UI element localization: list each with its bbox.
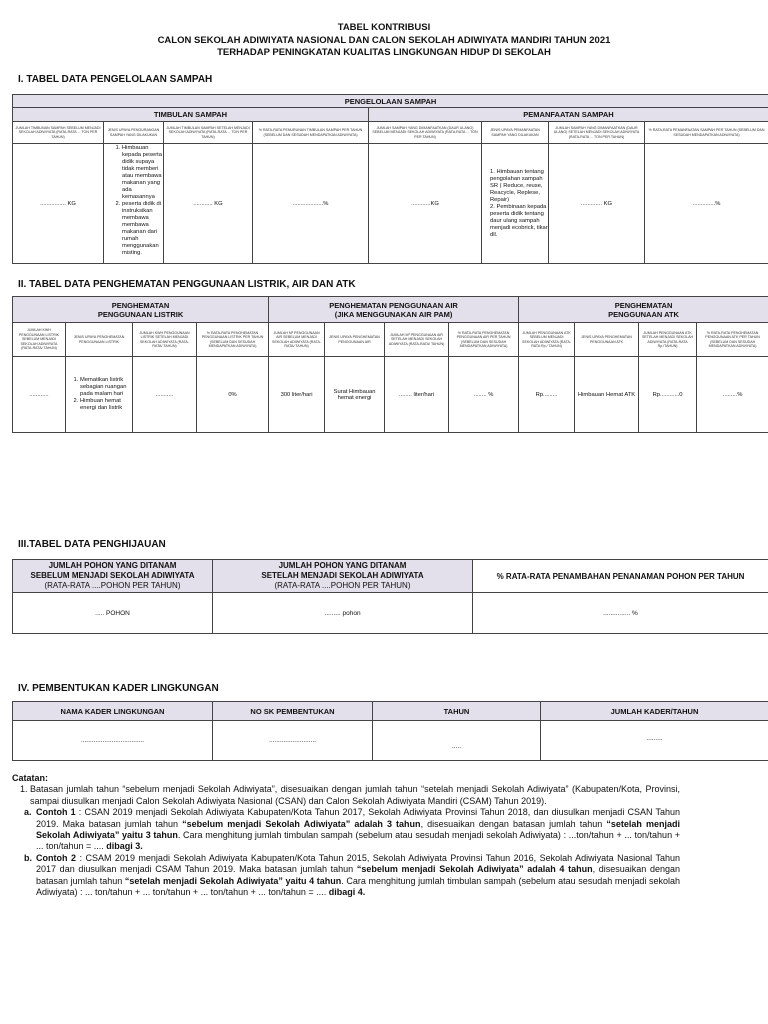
col-header: % RATA-RATA PENURUNAN TIMBULAN SAMPAH PER TAHUN (SEBELUM DAN SESUDAH MENDAPATKAN ADIWIYATA) bbox=[253, 122, 369, 144]
header-line: JUMLAH POHON YANG DITANAM bbox=[278, 561, 407, 570]
kader-name-value: ................................... bbox=[13, 721, 213, 761]
col-header: JUMLAH M³ PENGGUNAAN AIR SEBELUM MENJADI SEKOLAH ADIWIYATA (RATA-RATA/ TAHUN) bbox=[269, 323, 325, 357]
listrik-before: ............ bbox=[13, 357, 66, 433]
example-text: : CSAM 2019 menjadi Sekolah Adiwiyata Kabupaten/Kota Tahun 2015, Sekolah Adiwiyata Provinsi Tahun 2016, Sekolah Adiwiyata Nasional Tahun 2017 dan diusulkan menjadi CSAM Tahun 2019. Maka batasan jumlah tahun bbox=[36, 852, 680, 875]
section-1-heading: I. TABEL DATA PENGELOLAAN SAMPAH bbox=[18, 74, 213, 85]
title-line-2: CALON SEKOLAH ADIWIYATA NASIONAL DAN CALON SEKOLAH ADIWIYATA MANDIRI TAHUN 2021 bbox=[157, 34, 611, 46]
air-effort: Surat Himbauan hemat energi bbox=[325, 357, 385, 433]
list-item: 1. Mematikan listrik sebagian ruangan pada malam hari bbox=[80, 377, 132, 398]
example-text: . Cara menghitung jumlah timbulan sampah (sebelum atau sesudah menjadi sekolah Adiwiyata) : ...ton/tahun + ... ton/tahun + ... ton/tahun = .... bbox=[36, 830, 680, 852]
header-line: (RATA-RATA ....POHON PER TAHUN) bbox=[274, 581, 411, 590]
col-header: JUMLAH PENGGUNAAN ATK SETELAH MENJADI SEKOLAH ADIWIYATA (RATA-RATA Rp./TAHUN) bbox=[639, 323, 697, 357]
listrik-percent: 0% bbox=[197, 357, 269, 433]
example-bold: “sebelum menjadi Sekolah Adiwiyata” adalah 3 tahun bbox=[182, 818, 421, 829]
col-header: JUMLAH PENGGUNAAN ATK SEBELUM MENJADI SEKOLAH ADIWIYATA (RATA-RATA Rp./ TAHUN) bbox=[519, 323, 575, 357]
notes bbox=[12, 773, 680, 898]
example-bold: “setelah menjadi Sekolah Adiwiyata” yaitu 3 tahun bbox=[36, 818, 680, 841]
listrik-list bbox=[66, 377, 132, 412]
sampah-utilize-list-cell bbox=[482, 144, 549, 264]
list-item: 2. peserta didik di instruksikan membawa membawa makanan dari rumah menggunakan misting. bbox=[122, 201, 163, 257]
example-2 bbox=[24, 852, 680, 899]
example-text: . Cara menghitung jumlah timbulan sampah (sebelum atau sesudah menjadi sekolah Adiwiyata) : ... ton/tahun + ... ton/tahun + ... ton/tahun + ... ton/tahun = .... bbox=[36, 875, 680, 898]
col-header: % RATA-RATA PEMANFAATAN SAMPAH PER TAHUN (SEBELUM DAN SESUDAH MENDAPATKAN ADIWIYATA) bbox=[645, 122, 768, 144]
notes-item bbox=[30, 784, 680, 807]
section-4-heading: IV. PEMBENTUKAN KADER LINGKUNGAN bbox=[18, 683, 219, 694]
header-no-sk: NO SK PEMBENTUKAN bbox=[213, 702, 373, 721]
atk-after: Rp............0 bbox=[639, 357, 697, 433]
sampah-utilize-list bbox=[482, 169, 548, 239]
col-header: JUMLAH KWH PENGGUNAAN LISTRIK SEBELUM MENJADI SEKOLAH ADIWIYATA (RATA-RATA/ TAHUN) bbox=[13, 323, 66, 357]
col-header: JUMLAH M³ PENGGUNAAN AIR SETELAH MENJADI SEKOLAH ADIWIYATA (RATA-RATA/ TAHUN) bbox=[385, 323, 449, 357]
kader-year-value: ..... bbox=[373, 721, 541, 761]
header-tahun: TAHUN bbox=[373, 702, 541, 721]
header-line: (RATA-RATA ....POHON PER TAHUN) bbox=[44, 581, 181, 590]
title-line-3: TERHADAP PENINGKATAN KUALITAS LINGKUNGAN HIDUP DI SEKOLAH bbox=[217, 47, 551, 58]
header-listrik bbox=[13, 297, 269, 323]
air-percent: ........ % bbox=[449, 357, 519, 433]
col-header: JENIS UPAYA PENGHEMATAN PENGGUNAAN LISTRIK bbox=[66, 323, 133, 357]
example-bold: dibagi 4. bbox=[328, 887, 366, 898]
header-timbulan-sampah: TIMBULAN SAMPAH bbox=[13, 108, 369, 122]
notes-caption: Catatan: bbox=[12, 773, 49, 783]
atk-effort: Himbauan Hemat ATK bbox=[575, 357, 639, 433]
header-air bbox=[269, 297, 519, 323]
example-bold: “sebelum menjadi Sekolah Adiwiyata” adalah 4 tahun bbox=[356, 864, 593, 875]
header-jumlah-kader: JUMLAH KADER/TAHUN bbox=[541, 702, 768, 721]
header-atk-line2: PENGGUNAAN ATK bbox=[608, 309, 679, 319]
header-pohon-percent: % RATA-RATA PENAMBAHAN PENANAMAN POHON PER TAHUN bbox=[473, 560, 768, 593]
list-item: 2. Himbuan hemat energi dan listrik bbox=[80, 398, 132, 412]
header-pengelolaan-sampah: PENGELOLAAN SAMPAH bbox=[13, 95, 768, 108]
pohon-after-value: ......... pohon bbox=[213, 593, 473, 634]
col-header: JUMLAH TIMBUNAN SAMPAH SEBELUM MENJADI SEKOLAH ADIWIYATA (RATA-RATA ... TON PER TAHUN) bbox=[13, 122, 104, 144]
header-line: JUMLAH POHON YANG DITANAM bbox=[48, 561, 177, 570]
sampah-reduction-percent: ...................% bbox=[253, 144, 369, 264]
header-nama-kader: NAMA KADER LINGKUNGAN bbox=[13, 702, 213, 721]
atk-percent: .........% bbox=[697, 357, 768, 433]
col-header: % RATA-RATA PENGHEMATAN PENGGUNAAN ATK PER TAHUN (SEBELUM DAN SESUDAH MENDAPATKAN ADIWIYATA) bbox=[697, 323, 768, 357]
table-penghematan bbox=[12, 296, 768, 433]
col-header: % RATA-RATA PENGHEMATAN PENGGUNAAN AIR PER TAHUN (SEBELUM DAN SESUDAH MENDAPATKAN ADIWIYATA) bbox=[449, 323, 519, 357]
air-before: 300 liter/hari bbox=[269, 357, 325, 433]
col-header: JENIS UPAYA PEMANFAATAN SAMPAH YANG DILAKUKAN bbox=[482, 122, 549, 144]
col-header: JUMLAH SAMPAH YANG DIMANFAATKAN (DAUR ULANG) SETELAH MENJADI SEKOLAH ADIWIYATA (RATA-RATA ... TON PER TAHUN) bbox=[549, 122, 645, 144]
list-item: 1. Himbauan tentang pengolahan sampah SR ( Reduce, reuse, Reacycle, Replese, Repair) bbox=[490, 169, 548, 204]
example-1 bbox=[24, 807, 680, 853]
title-line-1: TABEL KONTRIBUSI bbox=[337, 22, 431, 33]
pohon-before-value: ..... POHON bbox=[13, 593, 213, 634]
sampah-utilize-percent: ..............% bbox=[645, 144, 768, 264]
example-text: , disesuaikan dengan batasan jumlah tahun bbox=[36, 864, 680, 886]
col-header: JUMLAH SAMPAH YANG DIMANFAATKAN (DAUR ULANG) SEBELUM MENJADI SEKOLAH ADIWIYATA (RATA-RATA ... TON PER TAHUN) bbox=[369, 122, 482, 144]
sampah-before-value: ................ KG bbox=[13, 144, 104, 264]
kader-count-value: ......... bbox=[541, 721, 768, 761]
pohon-percent-value: ............... % bbox=[473, 593, 768, 634]
listrik-list-cell bbox=[66, 357, 133, 433]
notes-sublist bbox=[12, 807, 680, 898]
header-pohon-after bbox=[213, 560, 473, 593]
col-header: JENIS UPAYA PENGHEMATAN PENGGUNAAN AIR bbox=[325, 323, 385, 357]
section-2-heading: II. TABEL DATA PENGHEMATAN PENGGUNAAN LISTRIK, AIR DAN ATK bbox=[18, 279, 356, 290]
col-header: JUMLAH KWH PENGGUNAAN LISTRIK SETELAH MENJADI SEKOLAH ADIWIYATA (RATA-RATA/ TAHUN) bbox=[133, 323, 197, 357]
col-header: JUMLAH TIMBULAN SAMPAH SETELAH MENJADI SEKOLAH ADIWIYATA (RATA-RATA ... TON PER TAHUN) bbox=[164, 122, 253, 144]
col-header: JENIS UPAYA PENGURANGAN SAMPAH YANG DILAKUKAN bbox=[104, 122, 164, 144]
sampah-after-value: ............ KG bbox=[164, 144, 253, 264]
example-text: , disesuaikan dengan batasan jumlah tahun bbox=[420, 818, 607, 829]
example-marker: b. bbox=[24, 852, 32, 863]
example-label: Contoh 2 bbox=[36, 852, 76, 863]
notes-list bbox=[12, 784, 680, 807]
example-bold: “setelah menjadi Sekolah Adiwiyata” yaitu 4 tahun bbox=[124, 875, 342, 886]
sampah-reduce-list-cell bbox=[104, 144, 164, 264]
header-air-line1: PENGHEMATAN PENGGUNAAN AIR bbox=[329, 300, 458, 310]
header-listrik-line2: PENGGUNAAN LISTRIK bbox=[97, 309, 184, 319]
listrik-after: ........... bbox=[133, 357, 197, 433]
header-air-line2: (JIKA MENGGUNAKAN AIR PAM) bbox=[334, 309, 453, 319]
notes-item-1-text: 1. Batasan jumlah tahun “sebelum menjadi Sekolah Adiwiyata”, disesuaikan dengan jumlah tahun “setelah menjadi Sekolah Adiwiyata” (Kabupaten/Kota, Provinsi, sampai diusulkan menjadi Calon Sekolah Adiwiyata Nasional (CSAN) dan Calon Sekolah Adiwiyata Mandiri (CSAM) Tahun 2019). bbox=[30, 784, 680, 806]
sampah-utilized-before: ............KG bbox=[369, 144, 482, 264]
atk-before: Rp......... bbox=[519, 357, 575, 433]
sampah-utilized-after: ............. KG bbox=[549, 144, 645, 264]
list-item: 2. Pembinaan kepada peserta didik tentang daur ulang sampah menjadi ecobrick, tikar dll. bbox=[490, 204, 548, 239]
header-atk bbox=[519, 297, 768, 323]
example-bold: dibagi 3. bbox=[106, 841, 143, 852]
col-header: JENIS UPAYA PENGHEMATAN PENGGUNAAN ATK bbox=[575, 323, 639, 357]
example-marker: a. bbox=[24, 807, 32, 818]
header-pohon-before bbox=[13, 560, 213, 593]
example-label: Contoh 1 bbox=[36, 807, 76, 818]
header-pemanfaatan-sampah: PEMANFAATAN SAMPAH bbox=[369, 108, 768, 122]
header-line: SEBELUM MENJADI SEKOLAH ADIWIYATA bbox=[30, 571, 195, 580]
list-item: 1. Himbauan kepada peserta didik supaya tidak memberi atau membawa makanan yang ada kemasannya bbox=[122, 145, 163, 201]
header-line: SETELAH MENJADI SEKOLAH ADIWIYATA bbox=[261, 571, 424, 580]
table-kader bbox=[12, 701, 768, 761]
table-sampah bbox=[12, 94, 768, 264]
example-text: : CSAN 2019 menjadi Sekolah Adiwiyata Kabupaten/Kota Tahun 2017, Sekolah Adiwiyata Provinsi Tahun 2018, dan diusulkan menjadi CSAN Tahun 2019. Maka batasan jumlah tahun bbox=[36, 807, 680, 829]
air-after: ........ liter/hari bbox=[385, 357, 449, 433]
section-3-heading: III.TABEL DATA PENGHIJAUAN bbox=[18, 539, 166, 550]
col-header: % RATA-RATA PENGHEMATAN PENGGUNAAN LISTRIK PER TAHUN (SEBELUM DAN SESUDAH MENDAPATKAN ADIWIYATA) bbox=[197, 323, 269, 357]
sampah-reduce-list bbox=[104, 145, 163, 257]
table-penghijauan bbox=[12, 559, 768, 634]
document-title bbox=[0, 22, 768, 60]
header-listrik-line1: PENGHEMATAN bbox=[111, 300, 170, 310]
header-atk-line1: PENGHEMATAN bbox=[614, 300, 673, 310]
kader-sk-value: .......................... bbox=[213, 721, 373, 761]
